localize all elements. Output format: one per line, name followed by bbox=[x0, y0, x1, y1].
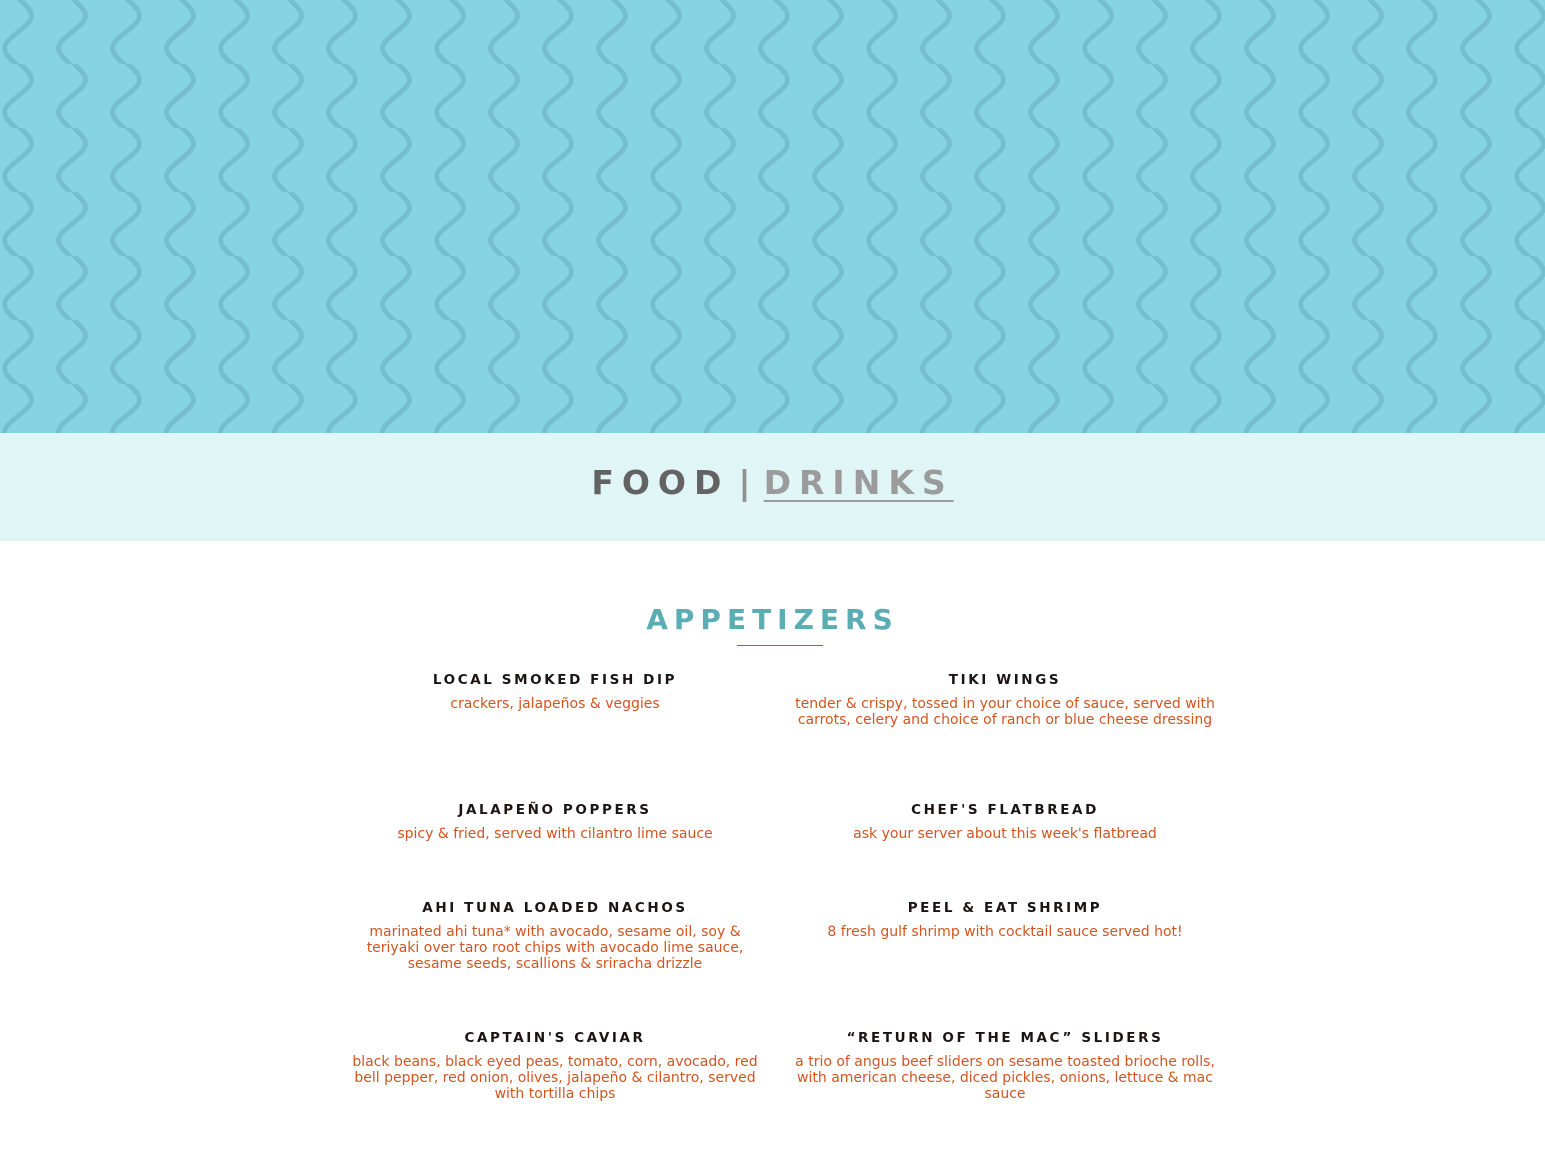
section-title: APPETIZERS bbox=[646, 603, 899, 636]
tab-food[interactable]: FOOD bbox=[591, 463, 730, 502]
menu-item bbox=[345, 800, 765, 842]
menu-tabs bbox=[0, 448, 1545, 518]
item-name: PEEL & EAT SHRIMP bbox=[907, 900, 1103, 916]
item-name: JALAPEÑO POPPERS bbox=[458, 802, 652, 818]
item-name: CAPTAIN'S CAVIAR bbox=[464, 1030, 646, 1046]
item-description: ask your server about this week's flatbread bbox=[853, 826, 1157, 842]
item-description: a trio of angus beef sliders on sesame toasted brioche rolls, with american cheese, diced pickles, onions, lettuce & mac sauce bbox=[795, 1054, 1215, 1102]
item-name: TIKI WINGS bbox=[948, 672, 1062, 688]
item-description: crackers, jalapeños & veggies bbox=[450, 696, 660, 712]
hero-banner bbox=[0, 0, 1545, 433]
item-description: spicy & fried, served with cilantro lime sauce bbox=[397, 826, 713, 842]
wave-pattern bbox=[0, 0, 1545, 433]
item-name: AHI TUNA LOADED NACHOS bbox=[422, 900, 688, 916]
item-name: “RETURN OF THE MAC” SLIDERS bbox=[846, 1030, 1164, 1046]
tab-separator: | bbox=[738, 463, 751, 502]
item-name: CHEF'S FLATBREAD bbox=[911, 802, 1099, 818]
menu-item bbox=[795, 1028, 1215, 1102]
item-name: LOCAL SMOKED FISH DIP bbox=[432, 672, 678, 688]
item-description: 8 fresh gulf shrimp with cocktail sauce served hot! bbox=[827, 924, 1183, 940]
menu-item bbox=[345, 670, 765, 712]
menu-item bbox=[345, 1028, 765, 1102]
menu-tab-bar bbox=[0, 433, 1545, 541]
menu-item bbox=[795, 898, 1215, 940]
item-description: black beans, black eyed peas, tomato, corn, avocado, red bell pepper, red onion, olives, jalapeño & cilantro, served with tortilla chips bbox=[352, 1054, 758, 1102]
menu-item bbox=[345, 898, 765, 972]
menu-item bbox=[795, 670, 1215, 728]
tab-drinks[interactable]: DRINKS bbox=[763, 463, 954, 502]
section-title-underline bbox=[737, 645, 823, 646]
item-description: marinated ahi tuna* with avocado, sesame oil, soy & teriyaki over taro root chips with avocado lime sauce, sesame seeds, scallions & sriracha drizzle bbox=[366, 924, 744, 972]
item-description: tender & crispy, tossed in your choice of sauce, served with carrots, celery and choice of ranch or blue cheese dressing bbox=[795, 696, 1215, 728]
menu-item bbox=[795, 800, 1215, 842]
